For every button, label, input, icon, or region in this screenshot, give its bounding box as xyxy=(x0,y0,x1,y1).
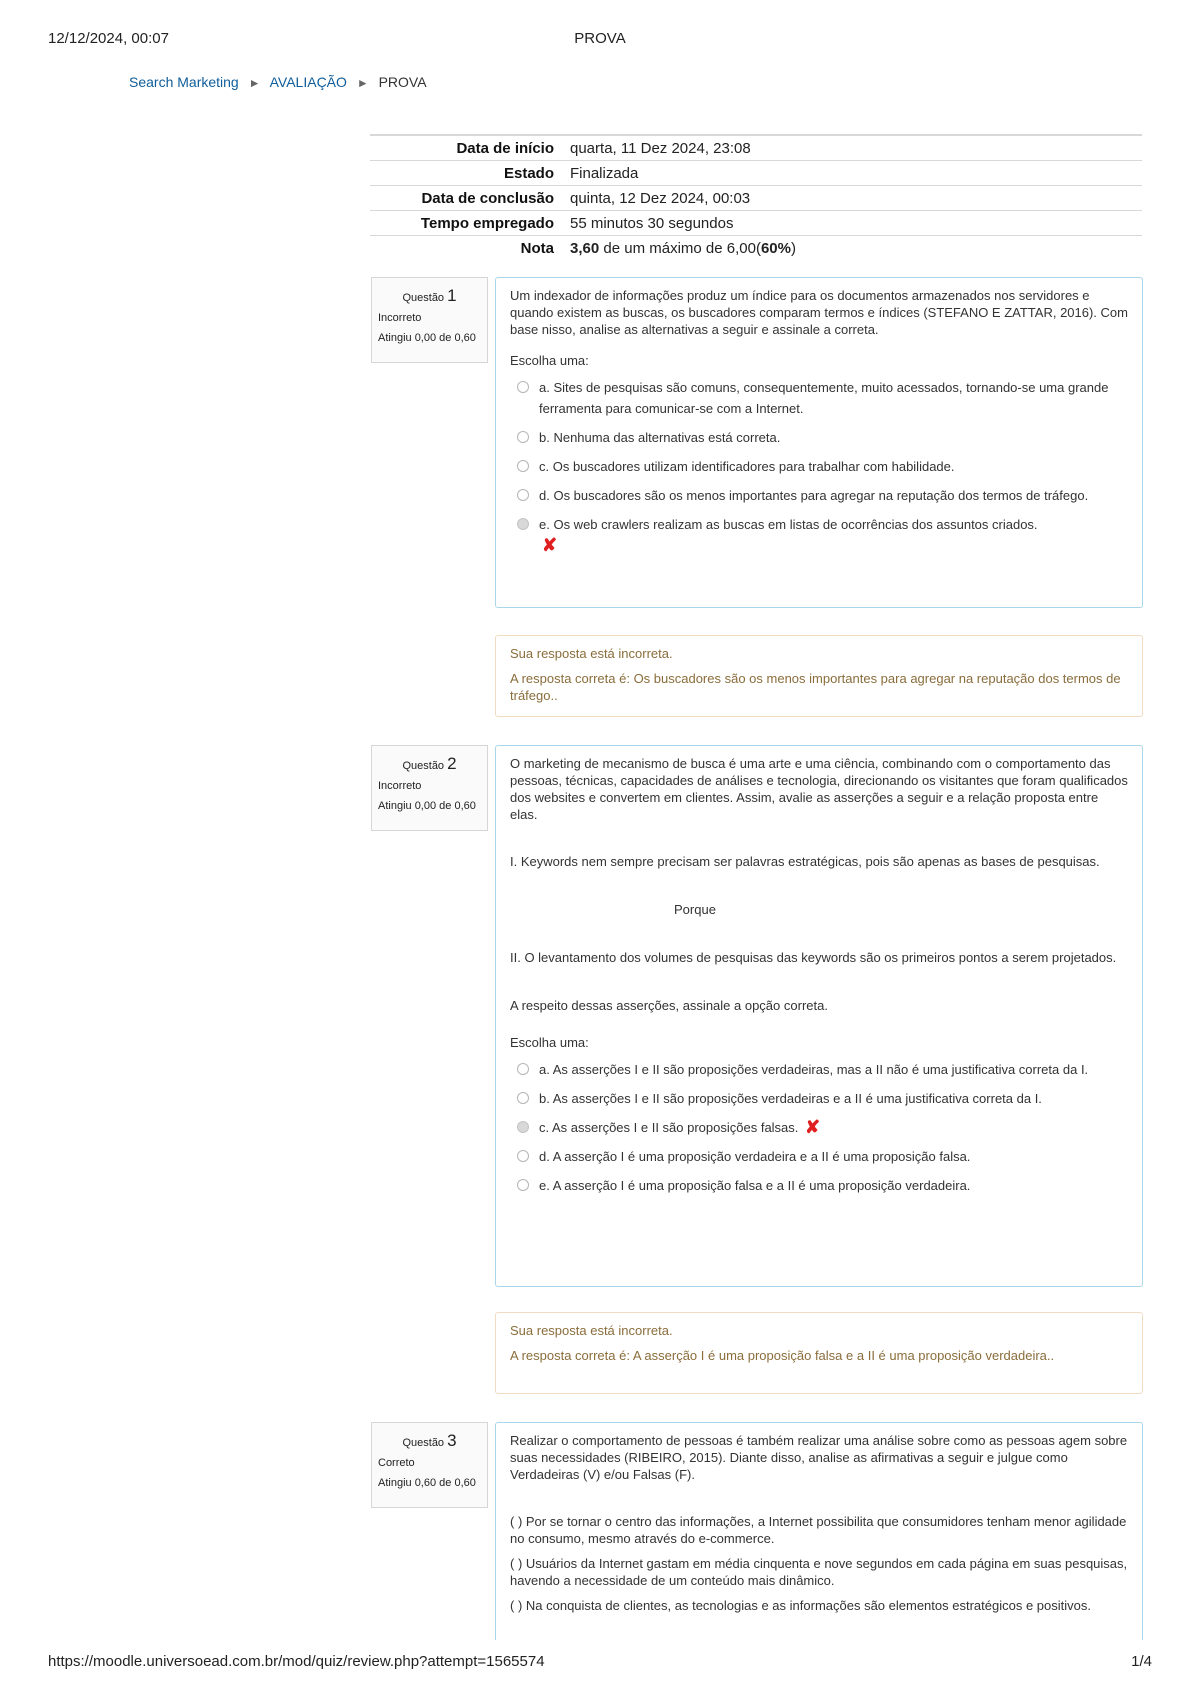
question-number xyxy=(378,286,481,306)
answer-option-c xyxy=(510,1117,1128,1138)
answer-option-e xyxy=(510,514,1128,556)
assertion-one: I. Keywords nem sempre precisam ser palavras estratégicas, pois são apenas as bases de pesquisas. xyxy=(510,854,1100,869)
answer-option-b xyxy=(510,427,1128,448)
option-label: d. Os buscadores são os menos importantes para agregar na reputação dos termos de tráfego. xyxy=(539,488,1089,503)
option-label: a. Sites de pesquisas são comuns, consequentemente, muito acessados, tornando-se uma grande ferramenta para comunicar-se com a Internet. xyxy=(539,380,1109,416)
grade-label: Nota xyxy=(370,236,570,261)
incorrect-mark-icon: ✘ xyxy=(542,535,558,555)
radio-button[interactable] xyxy=(517,381,529,393)
feedback-correct-answer: A resposta correta é: Os buscadores são os menos importantes para agregar na reputação dos termos de tráfego.. xyxy=(510,671,1121,703)
radio-button[interactable] xyxy=(517,1092,529,1104)
summary-row xyxy=(370,161,1142,186)
option-label: e. Os web crawlers realizam as buscas em listas de ocorrências dos assuntos criados. xyxy=(539,517,1038,532)
question-grade: Atingiu 0,60 de 0,60 xyxy=(378,1477,476,1489)
question-2-feedback xyxy=(495,1312,1143,1394)
print-footer xyxy=(48,1653,1152,1673)
grade-percent: 60% xyxy=(760,239,791,257)
answer-option-e xyxy=(510,1175,1128,1196)
radio-button-selected[interactable] xyxy=(517,518,529,530)
option-label: a. As asserções I e II são proposições verdadeiras, mas a II não é uma justificativa correta da I. xyxy=(539,1062,1089,1077)
answer-option-c xyxy=(510,456,1128,477)
choose-label: Escolha uma: xyxy=(510,353,589,368)
question-state: Incorreto xyxy=(378,312,422,324)
radio-button[interactable] xyxy=(517,1150,529,1162)
print-url: https://moodle.universoead.com.br/mod/quiz/review.php?attempt=1565574 xyxy=(48,1653,545,1670)
choose-label: Escolha uma: xyxy=(510,1035,589,1050)
question-grade: Atingiu 0,00 de 0,60 xyxy=(378,800,476,812)
question-label: Questão xyxy=(402,1437,445,1449)
question-number-value: 3 xyxy=(447,1431,457,1450)
grade-max: de um máximo de 6,00( xyxy=(599,239,761,257)
question-number-value: 2 xyxy=(447,754,457,773)
summary-value: quinta, 12 Dez 2024, 00:03 xyxy=(570,186,1142,211)
radio-button[interactable] xyxy=(517,1063,529,1075)
radio-button[interactable] xyxy=(517,1179,529,1191)
radio-button[interactable] xyxy=(517,460,529,472)
question-3-content xyxy=(495,1422,1143,1640)
breadcrumb-separator: ► xyxy=(356,76,369,90)
feedback-status: Sua resposta está incorreta. xyxy=(510,646,673,661)
answer-option-b xyxy=(510,1088,1128,1109)
summary-label: Tempo empregado xyxy=(370,211,570,236)
assertion-connector: Porque xyxy=(674,902,716,917)
summary-label: Estado xyxy=(370,161,570,186)
summary-row xyxy=(370,211,1142,236)
question-grade: Atingiu 0,00 de 0,60 xyxy=(378,332,476,344)
summary-value: quarta, 11 Dez 2024, 23:08 xyxy=(570,135,1142,161)
question-3-info xyxy=(371,1422,488,1508)
question-instruction: A respeito dessas asserções, assinale a opção correta. xyxy=(510,998,828,1013)
summary-row-grade xyxy=(370,236,1142,261)
print-page-number: 1/4 xyxy=(1131,1653,1152,1670)
question-text: Um indexador de informações produz um índice para os documentos armazenados nos servidores e quando existem as buscas, os buscadores comparam termos e índices (STEFANO E ZATTAR, 2016). Com base nisso, analise as alternativas a seguir e assinale a correta. xyxy=(510,288,1128,337)
summary-value: Finalizada xyxy=(570,161,1142,186)
radio-button[interactable] xyxy=(517,489,529,501)
grade-score: 3,60 xyxy=(570,239,600,257)
question-number xyxy=(378,754,481,774)
answer-option-a xyxy=(510,377,1128,419)
question-number xyxy=(378,1431,481,1451)
question-1-feedback xyxy=(495,635,1143,717)
grade-close: ) xyxy=(790,239,796,257)
radio-button[interactable] xyxy=(517,431,529,443)
question-1-info xyxy=(371,277,488,363)
option-label: c. As asserções I e II são proposições falsas. xyxy=(539,1120,799,1135)
breadcrumb-separator: ► xyxy=(248,76,261,90)
option-label: b. Nenhuma das alternativas está correta. xyxy=(539,430,781,445)
summary-value: 55 minutos 30 segundos xyxy=(570,211,1142,236)
statement-two: ( ) Usuários da Internet gastam em média cinquenta e nove segundos em cada página em suas pesquisas, havendo a necessidade de um conteúdo mais dinâmico. xyxy=(510,1556,1128,1588)
feedback-status: Sua resposta está incorreta. xyxy=(510,1323,673,1338)
question-state: Incorreto xyxy=(378,780,422,792)
incorrect-mark-icon: ✘ xyxy=(805,1117,821,1137)
grade-value xyxy=(570,236,1142,261)
option-label: c. Os buscadores utilizam identificadores para trabalhar com habilidade. xyxy=(539,459,955,474)
answer-option-a xyxy=(510,1059,1128,1080)
option-label: d. A asserção I é uma proposição verdadeira e a II é uma proposição falsa. xyxy=(539,1149,971,1164)
print-date: 12/12/2024, 00:07 xyxy=(48,30,169,47)
question-label: Questão xyxy=(402,760,445,772)
statement-one: ( ) Por se tornar o centro das informações, a Internet possibilita que consumidores tenham menor agilidade no consumo, mesmo através do e-commerce. xyxy=(510,1514,1127,1546)
question-state: Correto xyxy=(378,1457,415,1469)
question-1-content xyxy=(495,277,1143,608)
breadcrumb-current: PROVA xyxy=(378,74,427,90)
question-label: Questão xyxy=(402,292,445,304)
statement-three: ( ) Na conquista de clientes, as tecnologias e as informações são elementos estratégicos e positivos. xyxy=(510,1598,1091,1613)
print-title: PROVA xyxy=(574,30,626,47)
summary-label: Data de conclusão xyxy=(370,186,570,211)
summary-label: Data de início xyxy=(370,135,570,161)
question-text: Realizar o comportamento de pessoas é também realizar uma análise sobre como as pessoas agem sobre suas necessidades (RIBEIRO, 2015). Diante disso, analise as afirmativas a seguir e julgue como Verdadeiras (V) e/ou Falsas (F). xyxy=(510,1433,1128,1482)
feedback-correct-answer: A resposta correta é: A asserção I é uma proposição falsa e a II é uma proposição verdadeira.. xyxy=(510,1348,1055,1363)
breadcrumb xyxy=(129,74,427,90)
question-number-value: 1 xyxy=(447,286,457,305)
breadcrumb-avaliacao[interactable]: AVALIAÇÃO xyxy=(269,74,347,90)
attempt-summary xyxy=(370,134,1142,260)
option-label: b. As asserções I e II são proposições verdadeiras e a II é uma justificativa correta da I. xyxy=(539,1091,1042,1106)
breadcrumb-course[interactable]: Search Marketing xyxy=(129,74,239,90)
question-text: O marketing de mecanismo de busca é uma arte e uma ciência, combinando com o comportamento das pessoas, técnicas, capacidades de análises e tecnologia, direcionando os visitantes que foram qualificados dos websites e convertem em clientes. Assim, avalie as asserções a seguir e a relação proposta entre elas. xyxy=(510,756,1128,822)
answer-option-d xyxy=(510,1146,1128,1167)
option-label: e. A asserção I é uma proposição falsa e a II é uma proposição verdadeira. xyxy=(539,1178,971,1193)
question-2-info xyxy=(371,745,488,831)
summary-row xyxy=(370,135,1142,161)
question-2-content xyxy=(495,745,1143,1287)
answer-option-d xyxy=(510,485,1128,506)
radio-button-selected[interactable] xyxy=(517,1121,529,1133)
print-header xyxy=(48,30,1152,50)
assertion-two: II. O levantamento dos volumes de pesquisas das keywords são os primeiros pontos a serem projetados. xyxy=(510,950,1117,965)
summary-row xyxy=(370,186,1142,211)
